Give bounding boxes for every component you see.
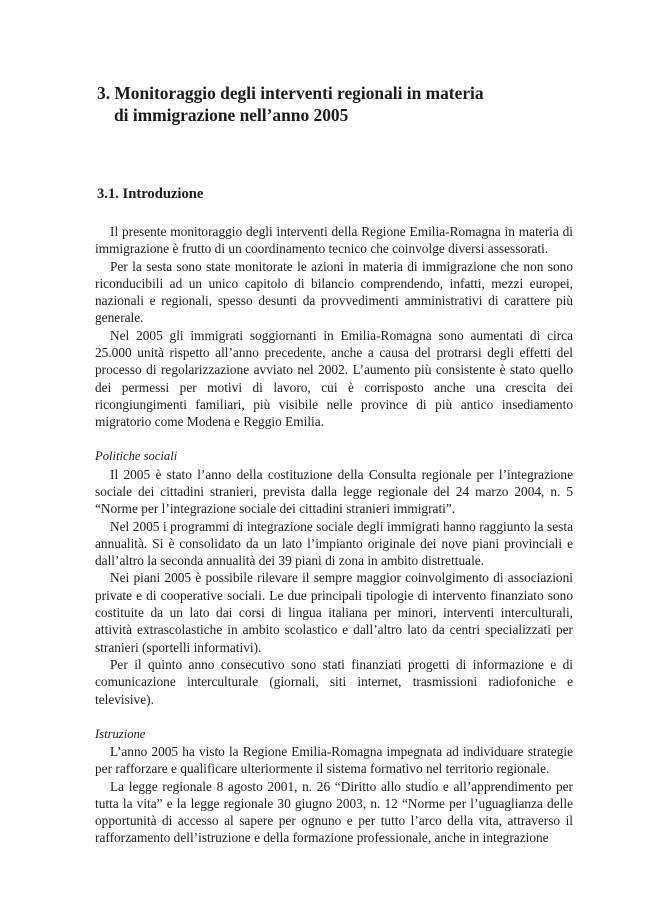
document-page — [95, 0, 573, 917]
subheading-politiche-sociali: Politiche sociali — [95, 449, 178, 464]
body-text — [95, 223, 573, 847]
section-title: 3.1. Introduzione — [97, 186, 204, 202]
paragraph-immigrant-residents: Nel 2005 gli immigrati soggiornanti in Emilia-Romagna sono aumentati di circa 25.000 unità rispetto all’anno precedente, anche a causa del protrarsi degli effetti del processo di regolarizzazione avviato nel 2002. L’aumento più consistente è stato quello dei permessi per motivi di lavoro, cui è corrisposto anche una crescita dei ricongiungimenti familiari, più visibile nelle province di più antico insediamento migratorio come Modena e Reggio Emilia. — [95, 327, 573, 430]
paragraph-intercultural-communication: Per il quinto anno consecutivo sono stati finanziati progetti di informazione e di comunicazione interculturale (giornali, siti internet, trasmissioni radiofoniche e televisive). — [95, 656, 573, 707]
paragraph-education-strategy: L’anno 2005 ha visto la Regione Emilia-Romagna impegnata ad individuare strategie per rafforzare e qualificare ulteriormente il sistema formativo nel territorio regionale. — [95, 743, 573, 777]
subheading-istruzione: Istruzione — [95, 726, 146, 741]
paragraph-monitored-actions: Per la sesta sono state monitorate le azioni in materia di immigrazione che non sono riconducibili ad un unico capitolo di bilancio comprendendo, infatti, mezzi europei, nazionali e regionali, spesso desunti da provvedimenti amministrativi di carattere più generale. — [95, 258, 573, 326]
spacer — [95, 708, 573, 726]
paragraph-integration-programs: Nel 2005 i programmi di integrazione sociale degli immigrati hanno raggiunto la sesta annualità. Si è consolidato da un lato l’impianto originale dei nove piani provinciali e dall’altro la seconda annualità dei 39 piani di zona in ambito distrettuale. — [95, 518, 573, 569]
paragraph-plans-2005: Nei piani 2005 è possibile rilevare il sempre maggior coinvolgimento di associazioni private e di cooperative sociali. Le due principali tipologie di intervento finanziato sono costituite da un lato dai corsi di lingua italiana per minori, interventi interculturali, attività extrascolastiche in ambito scolastico e dall’altro lato da centri specializzati per stranieri (sportelli informativi). — [95, 570, 573, 655]
paragraph-consulta: Il 2005 è stato l’anno della costituzione della Consulta regionale per l’integrazione sociale dei cittadini stranieri, prevista dalla legge regionale del 24 marzo 2004, n. 5 “Norme per l’integrazione sociale dei cittadini stranieri immigrati”. — [95, 466, 573, 517]
paragraph-intro: Il presente monitoraggio degli interventi della Regione Emilia-Romagna in materia di immigrazione è frutto di un coordinamento tecnico che coinvolge diversi assessorati. — [95, 224, 573, 257]
chapter-title-line-1: 3. Monitoraggio degli interventi regionali in materia — [97, 83, 484, 103]
chapter-title — [97, 82, 567, 126]
spacer — [95, 431, 573, 449]
chapter-title-line-2: di immigrazione nell’anno 2005 — [114, 105, 349, 125]
paragraph-regional-laws: La legge regionale 8 agosto 2001, n. 26 “Diritto allo studio e all’apprendimento per tutta la vita” e la legge regionale 30 giugno 2003, n. 12 “Norme per l’uguaglianza delle opportunità di accesso al sapere per ognuno e per tutto l’arco della vita, attraverso il rafforzamento dell’istruzione e della formazione professionale, anche in integrazione — [95, 778, 573, 846]
